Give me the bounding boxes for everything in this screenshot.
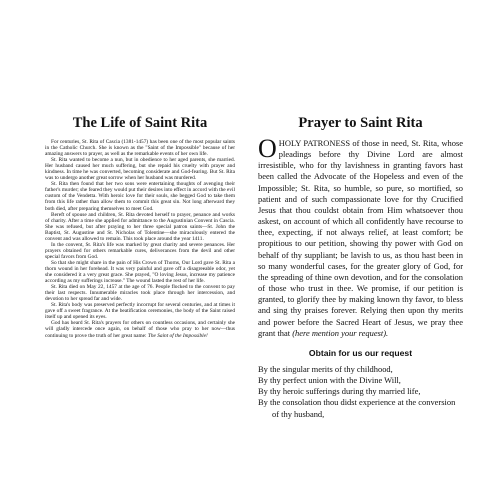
drop-cap-letter: O [258, 134, 277, 163]
request-list [258, 364, 463, 420]
life-paragraph-last [45, 320, 235, 338]
prayer-body: HOLY PATRONESS of those in need, St. Rita, whose pleadings before thy Divine Lord are almost irresistible, who for thy lavishness in granting favors hast been called the Advocate of the Hopeless and even of the Impossible; St. Rita, so humble, so pure, so mortified, so patient and of such compassionate love for thy Crucified Jesus that thou couldst obtain from Him whatsoever thou askest, on account of which all confidently have recourse to thee, expecting, if not always relief, at least comfort; be propitious to our petition, showing thy power with God on behalf of thy suppliant; be lavish to us, as thou hast been in so many wonderful cases, for the greater glory of God, for the spreading of thine own devotion, and for the consolation of those who trust in thee. We promise, if our petition is granted, to glorify thee by making known thy favor, to bless and sing thy praises forever. Relying then upon thy merits and power before the Sacred Heart of Jesus, we pray thee grant that [258, 138, 463, 338]
life-paragraph: Bereft of spouse and children, St. Rita devoted herself to prayer, penance and works of charity. After a time she applied for admittance to the Augustinian Convent in Cascia. She was refused, but after praying to her three special patron saints—St. John the Baptist, St. Augustine and St. Nicholas of Tolentine—she miraculously entered the convent and was allowed to remain. This took place around the year 1411. [45, 211, 235, 242]
request-heading: Obtain for us our request [308, 347, 413, 358]
prayer-text [258, 134, 463, 339]
prayer-request-note: (here mention your request). [292, 327, 389, 338]
life-paragraph: St. Rita died on May 22, 1457 at the age of 76. People flocked to the convent to pay their last respects. Innumerable miracles took place through her intercession, and devotion to her spread far and wide. [45, 284, 235, 303]
life-paragraph-text: God has heard St. Rita's prayers for others on countless occasions, and certainly she will gladly intercede once again, on behalf of those who pray to her now—thus continuing to prove the truth of her great name: [45, 320, 235, 339]
request-item: By thy heroic sufferings during thy married life, [258, 386, 421, 397]
life-title: The Life of Saint Rita [72, 115, 208, 131]
life-paragraph: St. Rita wanted to become a nun, but in obedience to her aged parents, she married. Her husband caused her much suffering, but she repaid his cruelty with prayer and kindness. In time he was converted, becoming considerate and God-fearing. But St. Rita was to undergo another great sorrow when her husband was murdered. [45, 157, 235, 182]
request-item: By thy perfect union with the Divine Will, [258, 375, 401, 386]
life-paragraph: So that she might share in the pain of His Crown of Thorns, Our Lord gave St. Rita a thorn wound in her forehead. It was very painful and gave off a disagreeable odor, yet she considered it a very great grace. She prayed, "O loving Jesus, increase my patience according as my sufferings increase." The wound lasted the rest of her life. [45, 259, 235, 285]
request-item: By the singular merits of thy childhood, [258, 363, 393, 374]
prayer-column [258, 115, 463, 420]
life-column [45, 115, 235, 339]
life-paragraph: For centuries, St. Rita of Cascia (1381-1457) has been one of the most popular saints in the Catholic Church. She is known as the "Saint of the Impossible" because of her amazing answers to prayer, as well as the remarkable events of her own life. [45, 139, 235, 158]
life-text [45, 139, 235, 339]
request-item: By the consolation thou didst experience at the conversion of thy husband, [258, 397, 456, 419]
life-paragraph: St. Rita's body was preserved perfectly incorrupt for several centuries, and at times it gave off a sweet fragrance. At the beatification ceremonies, the body of the Saint raised itself up and opened its eyes. [45, 302, 235, 321]
prayer-title: Prayer to Saint Rita [298, 115, 423, 131]
saint-of-impossible-title: The Saint of the Impossible! [147, 332, 208, 339]
life-paragraph: St. Rita then found that her two sons were entertaining thoughts of avenging their father's murder; she feared they would put their desires into effect in accord with the evil custom of the Vendetta. With heroic love for their souls, she begged God to take them from this life rather than allow them to commit this great sin. Not long afterward they both died, after preparing themselves to meet God. [45, 181, 235, 212]
life-paragraph: In the convent, St. Rita's life was marked by great charity and severe penances. Her prayers obtained for others remarkable cures, deliverances from the devil and other special favors from God. [45, 241, 235, 260]
